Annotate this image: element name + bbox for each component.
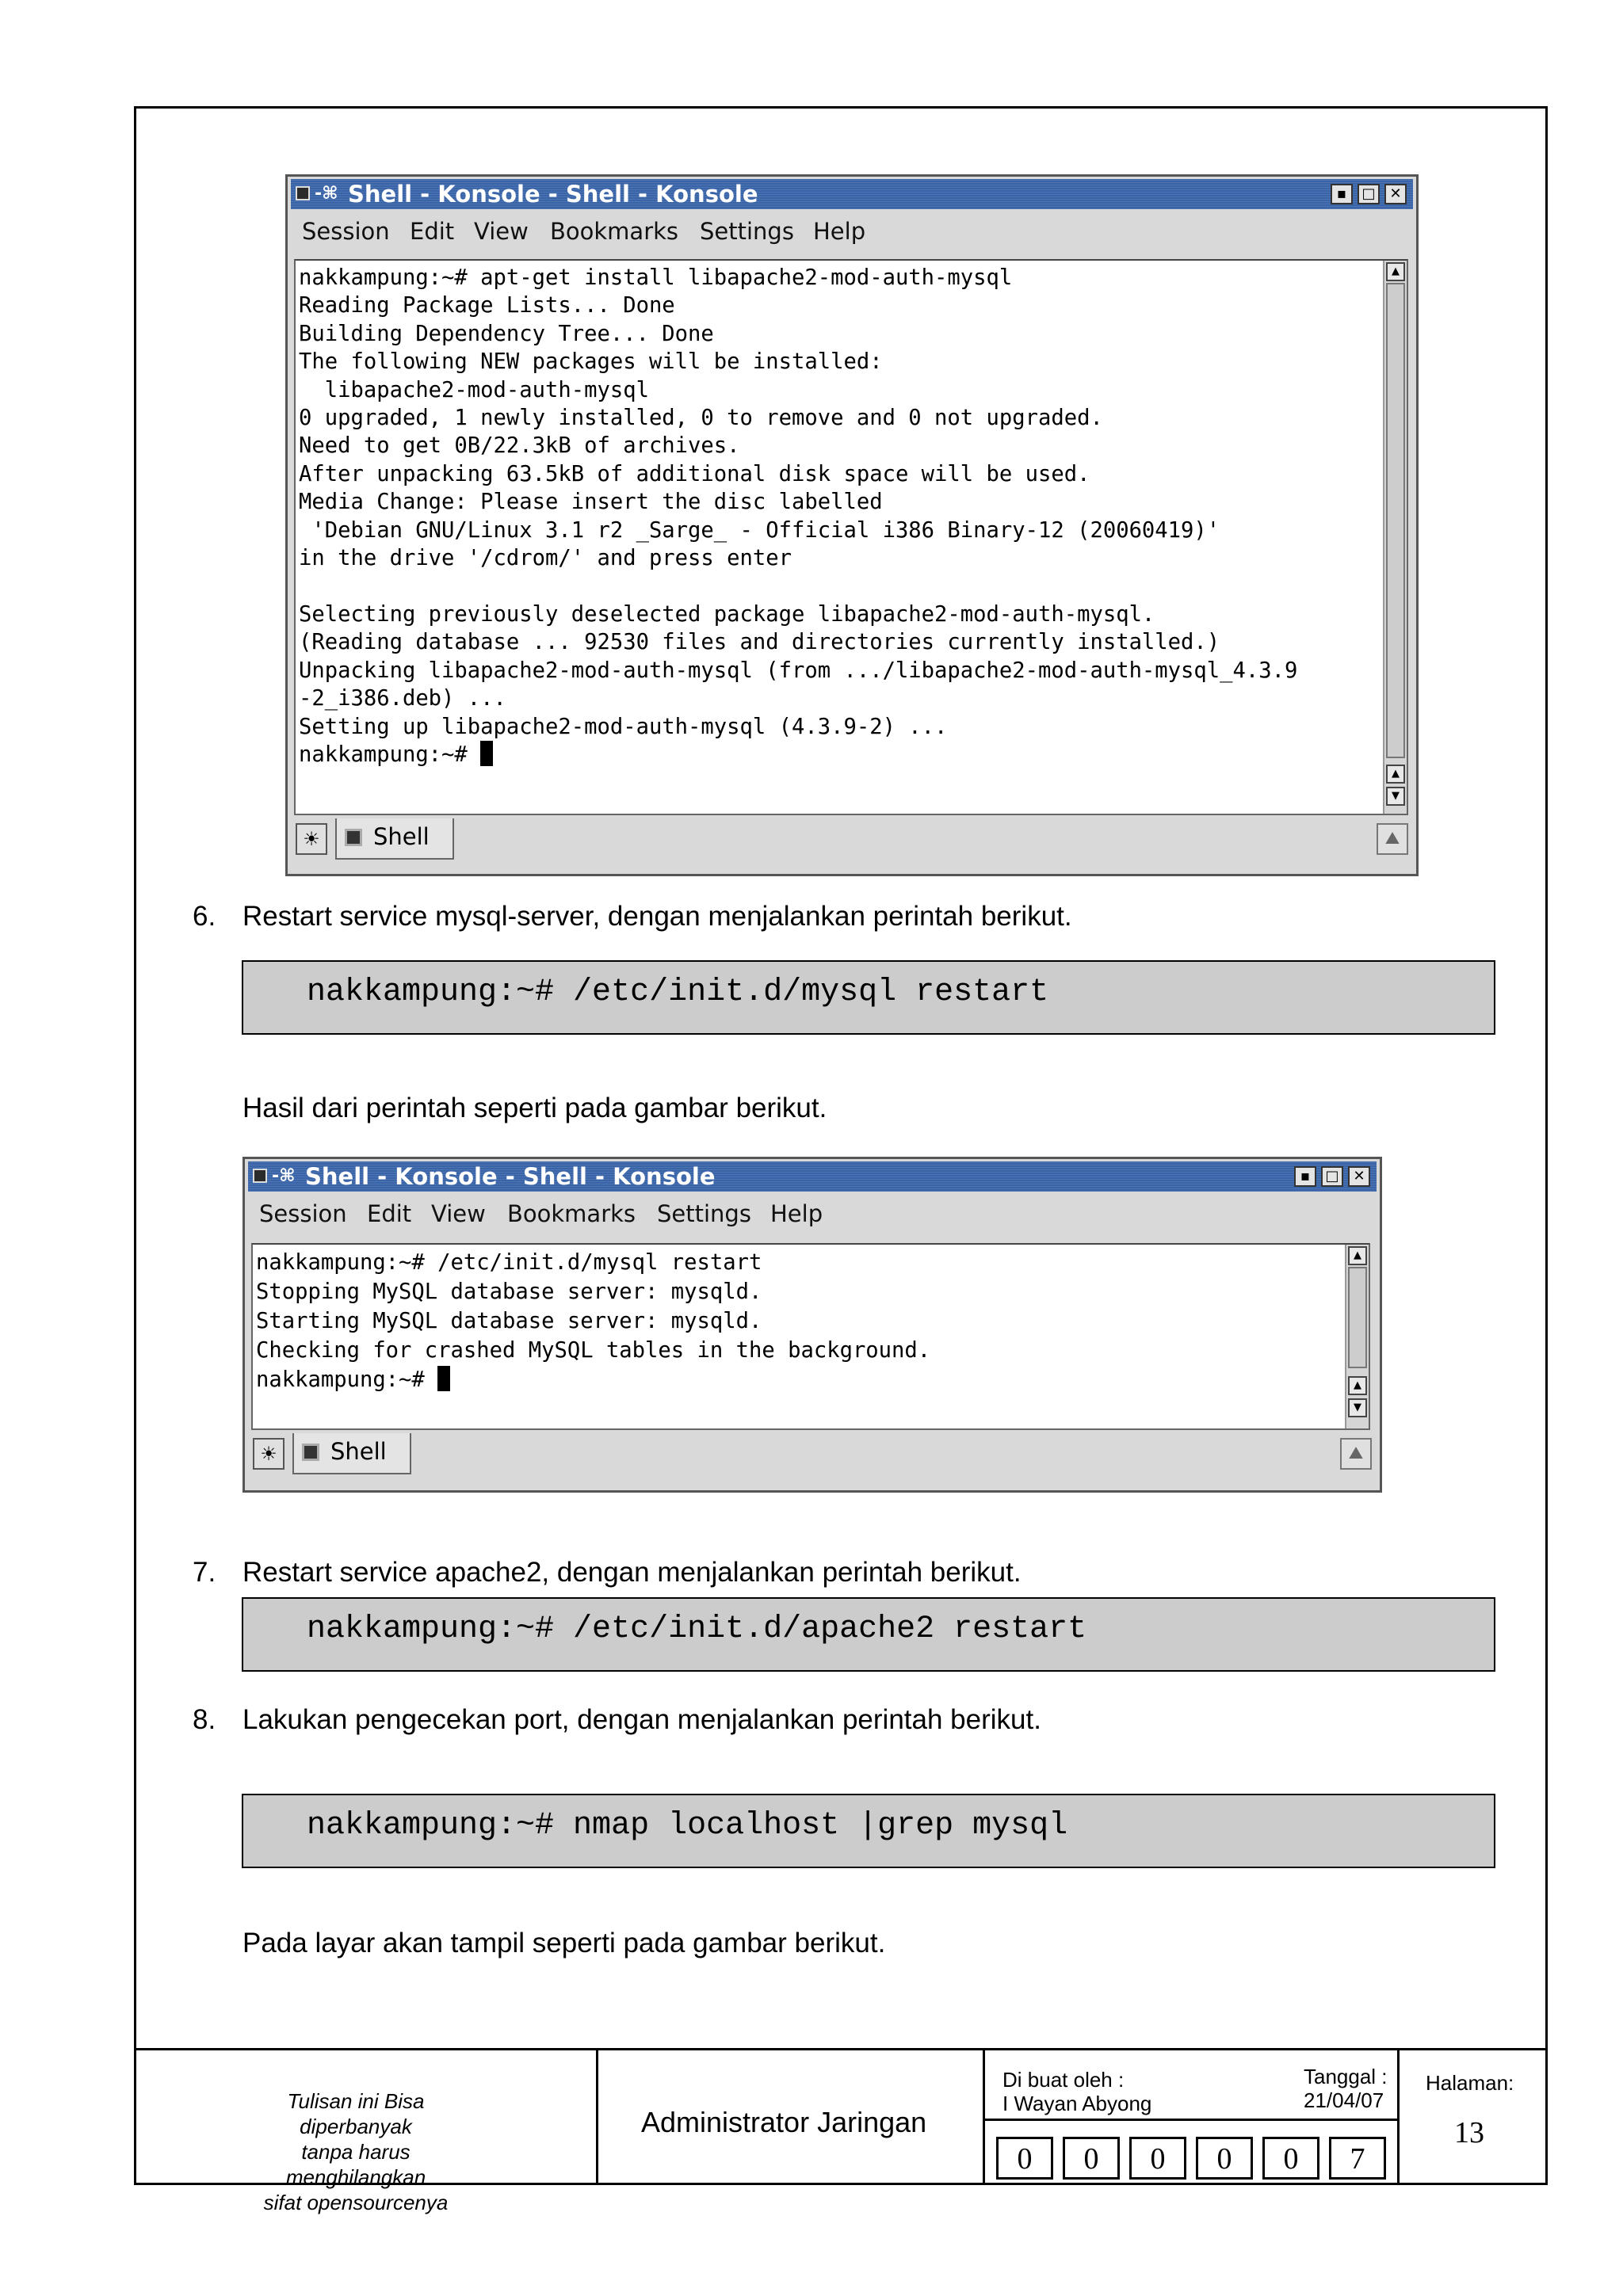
page-number: 13 [1454,2116,1484,2149]
footer-note: Tulisan ini Bisa diperbanyak tanpa harus menghilangkan sifat opensourcenya [263,2089,449,2214]
close-button[interactable]: ✕ [1348,1166,1370,1187]
author-label: Di buat oleh : [1002,2068,1125,2092]
menu-settings[interactable]: Settings [700,218,794,245]
author-name: I Wayan Abyong [1002,2092,1152,2115]
scroll-down-button[interactable]: ▼ [1386,787,1405,806]
scroll-up-button[interactable]: ▲ [1386,262,1405,281]
code-digit: 7 [1329,2137,1386,2180]
vertical-scrollbar[interactable] [1383,261,1407,814]
terminal-output-2: nakkampung:~# /etc/init.d/mysql restart Stopping MySQL database server: mysqld. Starting MySQL database server: mysqld. Checking for crashed MySQL tables in the background. nakkampung:~# [256,1250,931,1392]
window-title-bar[interactable] [291,179,1413,209]
menu-view[interactable]: View [474,218,529,245]
minimize-button[interactable]: ▪ [1331,184,1353,204]
scroll-thumb[interactable] [1386,283,1405,758]
terminal-area-2[interactable] [251,1243,1370,1430]
step-6-text: Restart service mysql-server, dengan menjalankan perintah berikut. [242,901,1072,932]
minimize-button[interactable]: ▪ [1294,1166,1316,1187]
step-7-command-box: nakkampung:~# /etc/init.d/apache2 restart [242,1597,1495,1672]
menu-settings[interactable]: Settings [657,1200,751,1227]
window-title: Shell - Konsole - Shell - Konsole [305,1163,716,1190]
code-digit: 0 [1262,2137,1319,2180]
tab-bar-2 [248,1433,1377,1478]
pin-icon[interactable]: -⌘ [272,1166,296,1186]
vertical-scrollbar-2[interactable] [1345,1245,1369,1428]
terminal-output: nakkampung:~# apt-get install libapache2-mod-auth-mysql Reading Package Lists... Done Building Dependency Tree... Done The following NEW packages will be installed: libapache2-mod-auth-mysql 0 upgraded, 1 newly installed, 0 to remove and 0 not upgraded. Need to get 0B/22.3kB of archives. After unpacking 63.5kB of additional disk space will be used. Media Change: Please insert the disc labelled 'Debian GNU/Linux 3.1 r2 _Sarge_ - Official i386 Binary-12 (20060419)' in the drive '/cdrom/' and press enter Selecting previously deselected package libapache2-mod-auth-mysql. (Reading database ... 92530 files and directories currently installed.) Unpacking libapache2-mod-auth-mysql (from .../libapache2-mod-auth-mysql_4.3.9 -2_i386.deb) ... Setting up libapache2-mod-auth-mysql (4.3.9-2) ... nakkampung:~# [299,265,1298,767]
text-cursor [437,1366,450,1391]
footer-divider [596,2050,598,2185]
scroll-up-button-lower[interactable]: ▲ [1386,765,1405,784]
pin-icon[interactable]: -⌘ [315,184,338,204]
prompt: nakkampung:~# [256,1367,438,1392]
maximize-button[interactable]: □ [1358,184,1380,204]
tab-bar [291,818,1413,863]
close-session-icon[interactable]: ⛰ [1340,1438,1372,1470]
scroll-up-button-lower[interactable]: ▲ [1348,1376,1367,1395]
window-title-bar-2[interactable] [248,1161,1377,1192]
step-6-result-text: Hasil dari perintah seperti pada gambar berikut. [242,1093,827,1123]
menu-session[interactable]: Session [259,1200,347,1227]
code-digit: 0 [1196,2137,1253,2180]
page-label: Halaman: [1426,2071,1514,2095]
menu-session[interactable]: Session [302,218,390,245]
code-digit: 0 [1129,2137,1186,2180]
konsole-app-icon[interactable] [296,186,310,200]
terminal-area[interactable] [294,259,1408,815]
date-label: Tanggal : [1304,2065,1388,2088]
footer-divider [1397,2050,1400,2185]
footer-divider [983,2050,985,2185]
step-8-number: 8. [193,1704,216,1735]
menu-bookmarks[interactable]: Bookmarks [550,218,679,245]
course-title: Administrator Jaringan [641,2106,927,2138]
konsole-window-1 [285,174,1419,876]
step-7-text: Restart service apache2, dengan menjalankan perintah berikut. [242,1557,1022,1588]
konsole-window-2 [242,1157,1382,1493]
scroll-up-button[interactable]: ▲ [1348,1246,1367,1265]
menu-bar [291,212,1413,251]
new-session-icon[interactable]: ☀ [253,1438,285,1470]
scroll-down-button[interactable]: ▼ [1348,1398,1367,1417]
scroll-thumb[interactable] [1348,1267,1367,1368]
step-7-number: 7. [193,1557,216,1588]
code-digit: 0 [996,2137,1053,2180]
close-button[interactable]: ✕ [1384,184,1407,204]
step-6-number: 6. [193,901,216,932]
menu-edit[interactable]: Edit [410,218,455,245]
step-8-command-box: nakkampung:~# nmap localhost |grep mysql [242,1794,1495,1868]
step-8-result-text: Pada layar akan tampil seperti pada gambar berikut. [242,1928,886,1958]
maximize-button[interactable]: □ [1321,1166,1343,1187]
footer-inner-rule [983,2119,1400,2121]
menu-edit[interactable]: Edit [367,1200,412,1227]
date-value: 21/04/07 [1304,2088,1384,2112]
menu-help[interactable]: Help [813,218,866,245]
shell-icon [302,1444,319,1461]
shell-icon [345,829,362,846]
window-title: Shell - Konsole - Shell - Konsole [348,181,758,208]
menu-view[interactable]: View [431,1200,486,1227]
footer-table [134,2048,1548,2214]
new-session-icon[interactable]: ☀ [296,823,327,855]
step-6-command-box: nakkampung:~# /etc/init.d/mysql restart [242,960,1495,1035]
close-session-icon[interactable]: ⛰ [1377,823,1408,855]
menu-bookmarks[interactable]: Bookmarks [507,1200,636,1227]
prompt: nakkampung:~# [299,742,481,767]
tab-shell[interactable]: Shell [292,1433,411,1474]
text-cursor [480,741,493,766]
menu-bar-2 [248,1194,1377,1234]
step-8-text: Lakukan pengecekan port, dengan menjalankan perintah berikut. [242,1704,1041,1735]
konsole-app-icon[interactable] [253,1169,267,1183]
tab-shell[interactable]: Shell [335,818,454,860]
code-digit: 0 [1063,2137,1120,2180]
menu-help[interactable]: Help [770,1200,823,1227]
